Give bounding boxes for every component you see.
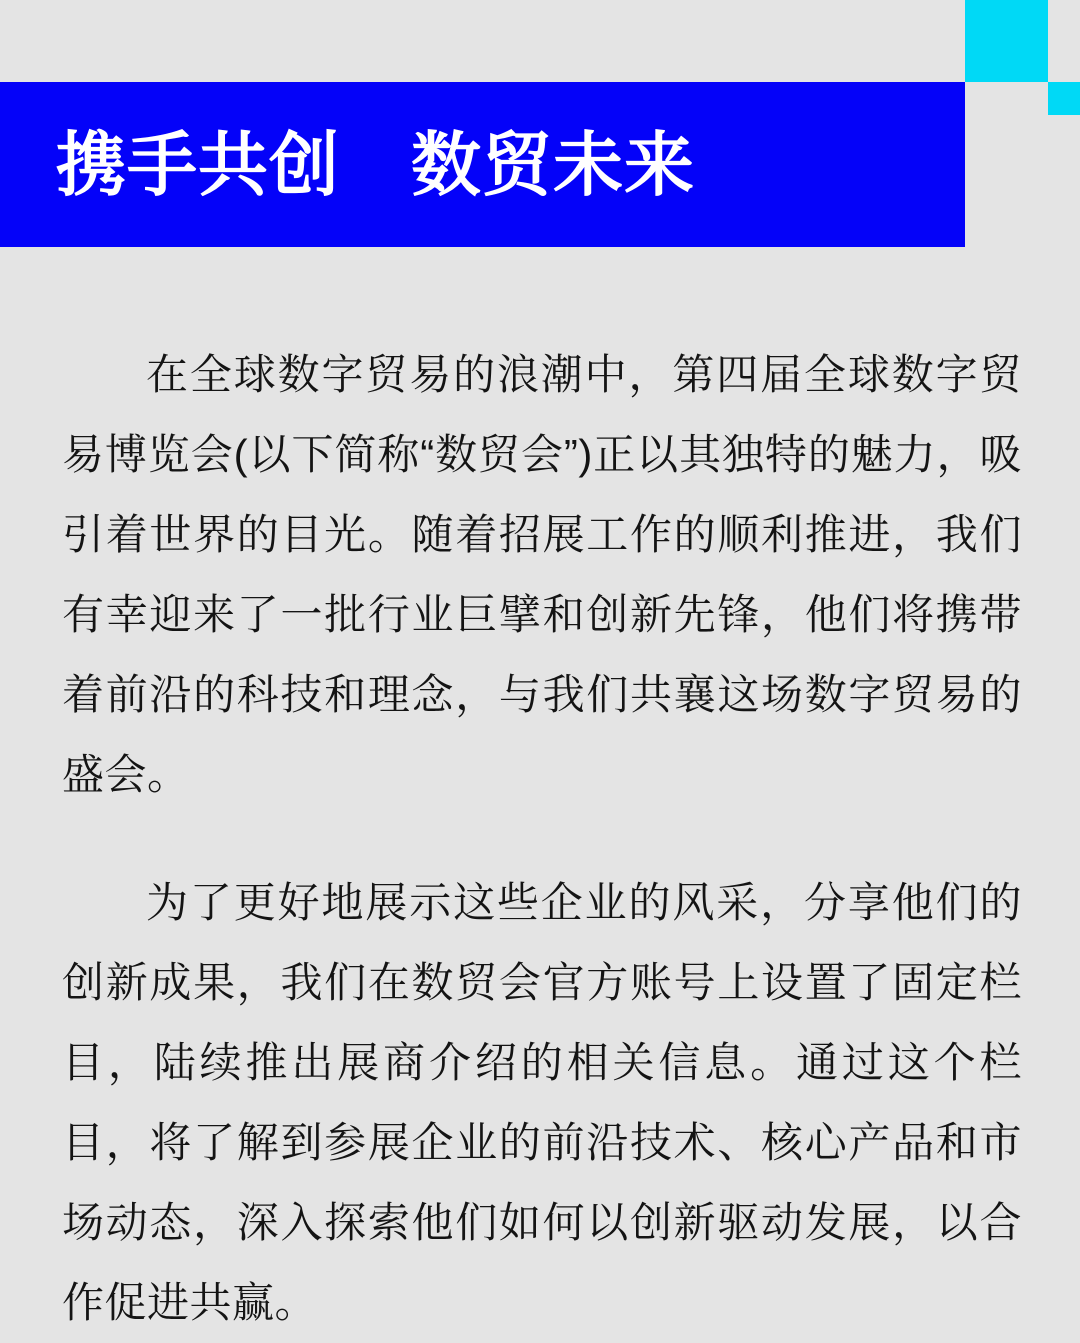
cyan-accent-square-small [1048, 82, 1080, 115]
page-title: 携手共创 数贸未来 [56, 125, 695, 204]
cyan-accent-square-large [965, 0, 1048, 82]
paragraph-intro: 在全球数字贸易的浪潮中，第四届全球数字贸易博览会(以下简称“数贸会”)正以其独特的魅力，吸引着世界的目光。随着招展工作的顺利推进，我们有幸迎来了一批行业巨擘和创新先锋，他们将携带着前沿的科技和理念，与我们共襄这场数字贸易的盛会。 [62, 351, 1022, 798]
paragraph-column-announcement: 为了更好地展示这些企业的风采，分享他们的创新成果，我们在数贸会官方账号上设置了固定栏目，陆续推出展商介绍的相关信息。通过这个栏目，将了解到参展企业的前沿技术、核心产品和市场动态，深入探索他们如何以创新驱动发展，以合作促进共赢。 [62, 879, 1022, 1326]
header-section [0, 0, 1080, 247]
title-banner [0, 82, 965, 247]
article-body [0, 247, 1080, 1343]
